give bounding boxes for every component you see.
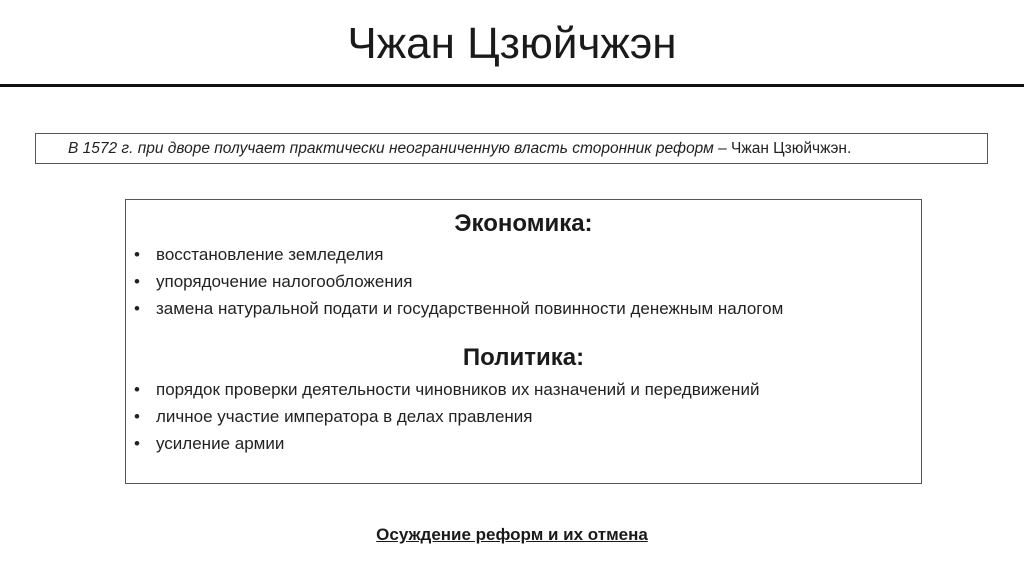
list-item [126, 403, 921, 430]
bullet-icon: • [134, 245, 140, 264]
politics-list [126, 376, 921, 457]
intro-normal-text: – Чжан Цзюйчжэн. [713, 140, 852, 157]
list-item-text: упорядочение налогообложения [156, 272, 413, 291]
bullet-icon: • [134, 434, 140, 453]
list-item-text: личное участие императора в делах правления [156, 407, 533, 426]
economy-list [126, 241, 921, 322]
politics-heading: Политика: [462, 344, 585, 371]
bullet-icon: • [134, 380, 140, 399]
intro-box [35, 133, 988, 164]
slide-title: Чжан Цзюйчжэн [347, 19, 677, 68]
list-item [126, 295, 921, 322]
bullet-icon: • [134, 272, 140, 291]
list-item [126, 268, 921, 295]
reforms-box [125, 199, 922, 484]
bullet-icon: • [134, 299, 140, 318]
list-item-text: порядок проверки деятельности чиновников их назначений и передвижений [156, 380, 760, 399]
list-item [126, 376, 921, 403]
reforms-repeal-link[interactable]: Осуждение реформ и их отмена [376, 525, 648, 544]
bullet-icon: • [134, 407, 140, 426]
list-item-text: усиление армии [156, 434, 285, 453]
intro-italic-text: В 1572 г. при дворе получает практически неограниченную власть сторонник реформ [68, 140, 714, 157]
economy-heading: Экономика: [454, 210, 593, 237]
list-item-text: восстановление земледелия [156, 245, 384, 264]
title-underline-divider [0, 84, 1024, 87]
list-item [126, 241, 921, 268]
list-item [126, 430, 921, 457]
list-item-text: замена натуральной подати и государственной повинности денежным налогом [156, 299, 784, 318]
